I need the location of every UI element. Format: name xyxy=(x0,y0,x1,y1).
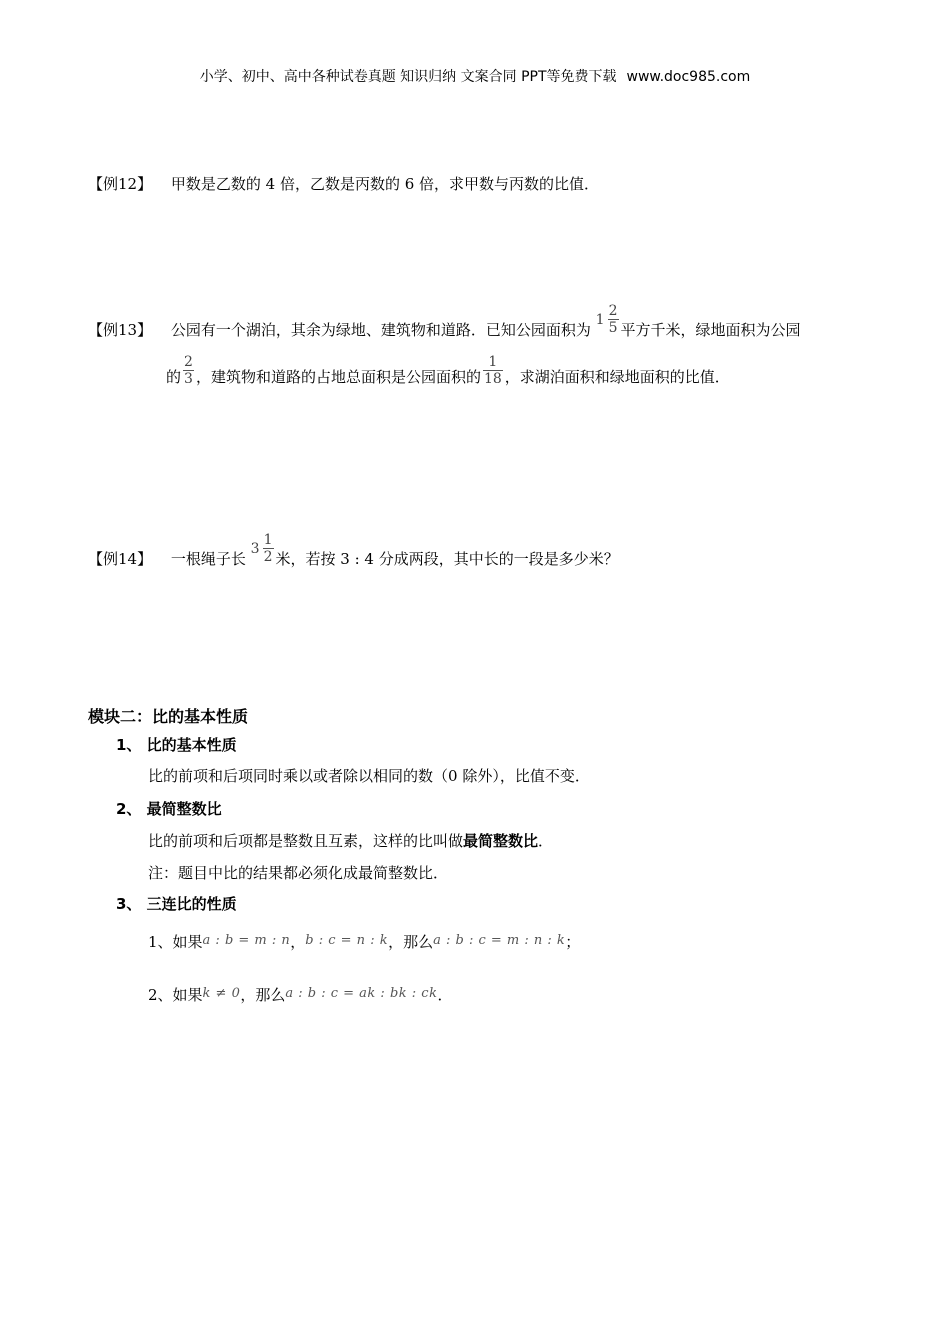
property-1-formula-1: a : b = m : n xyxy=(202,933,291,948)
green-denominator: 3 xyxy=(184,370,193,387)
example-13-text-b: 平方千米，绿地面积为公园 xyxy=(620,321,801,339)
park-area-fraction xyxy=(608,303,619,336)
park-area-mixed-fraction xyxy=(596,290,621,349)
module-2-title: 模块二：比的基本性质 xyxy=(88,707,249,726)
example-13-line-2 xyxy=(166,348,730,406)
property-2-text-b: ，那么 xyxy=(240,986,286,1004)
rope-length-numerator: 1 xyxy=(263,532,273,548)
property-2-text-c: ． xyxy=(437,986,453,1004)
rope-length-mixed-fraction xyxy=(251,519,276,578)
section-2-note: 注：题目中比的结果都必须化成最简整数比． xyxy=(148,864,449,882)
property-1-text-c: ，那么 xyxy=(388,933,434,951)
property-1-text-b: ， xyxy=(290,933,306,951)
section-2-bold-term: 最简整数比 xyxy=(463,832,539,850)
property-1-text-d: ； xyxy=(565,933,581,951)
example-14-label: 【例14】 xyxy=(88,550,153,568)
property-1 xyxy=(148,931,580,952)
example-13-text-e: ，求湖泊面积和绿地面积的比值． xyxy=(504,368,730,386)
rope-length-whole: 3 xyxy=(250,540,260,557)
example-14-text-b: 米，若按 3 : 4 分成两段，其中长的一段是多少米？ xyxy=(275,550,619,568)
example-12-text: 甲数是乙数的 4 倍，乙数是丙数的 6 倍，求甲数与丙数的比值． xyxy=(170,175,600,193)
example-13-text-a: 公园有一个湖泊，其余为绿地、建筑物和道路．已知公园面积为 xyxy=(170,321,591,339)
example-12-label: 【例12】 xyxy=(88,175,153,193)
property-2 xyxy=(148,984,452,1005)
property-2-formula-2: a : b : c = ak : bk : ck xyxy=(285,986,438,1001)
example-12 xyxy=(88,173,599,194)
property-1-formula-3: a : b : c = m : n : k xyxy=(433,933,566,948)
property-2-text-a: 2、如果 xyxy=(148,986,203,1004)
building-numerator: 1 xyxy=(483,354,503,371)
green-fraction xyxy=(183,354,194,387)
example-13-label: 【例13】 xyxy=(88,321,153,339)
example-13-text-c: 的 xyxy=(166,368,182,386)
park-area-denominator: 5 xyxy=(608,320,618,336)
section-2-title: 2、 最简整数比 xyxy=(116,800,222,818)
park-area-whole: 1 xyxy=(595,311,605,328)
building-denominator: 18 xyxy=(483,370,502,387)
example-14-text-a: 一根绳子长 xyxy=(170,550,246,568)
section-2-text-a: 比的前项和后项都是整数且互素，这样的比叫做 xyxy=(148,832,464,850)
section-2-text xyxy=(148,830,553,851)
header-url[interactable]: www.doc985.com xyxy=(626,69,751,85)
section-3-title: 3、 三连比的性质 xyxy=(116,895,237,913)
section-1-text: 比的前项和后项同时乘以或者除以相同的数（0 除外），比值不变． xyxy=(148,767,590,785)
page-header xyxy=(0,66,950,86)
property-2-formula-1: k ≠ 0 xyxy=(202,986,241,1001)
building-fraction xyxy=(483,354,503,387)
property-1-text-a: 1、如果 xyxy=(148,933,203,951)
example-13-text-d: ，建筑物和道路的占地总面积是公园面积的 xyxy=(195,368,481,386)
section-1-title: 1、 比的基本性质 xyxy=(116,736,237,754)
section-2-text-b: ． xyxy=(538,832,554,850)
example-14 xyxy=(88,530,619,590)
rope-length-denominator: 2 xyxy=(263,549,273,565)
rope-length-fraction xyxy=(263,532,274,565)
property-1-formula-2: b : c = n : k xyxy=(305,933,389,948)
park-area-numerator: 2 xyxy=(608,303,618,319)
header-text: 小学、初中、高中各种试卷真题 知识归纳 文案合同 PPT等免费下载 xyxy=(199,69,617,85)
green-numerator: 2 xyxy=(184,353,193,370)
